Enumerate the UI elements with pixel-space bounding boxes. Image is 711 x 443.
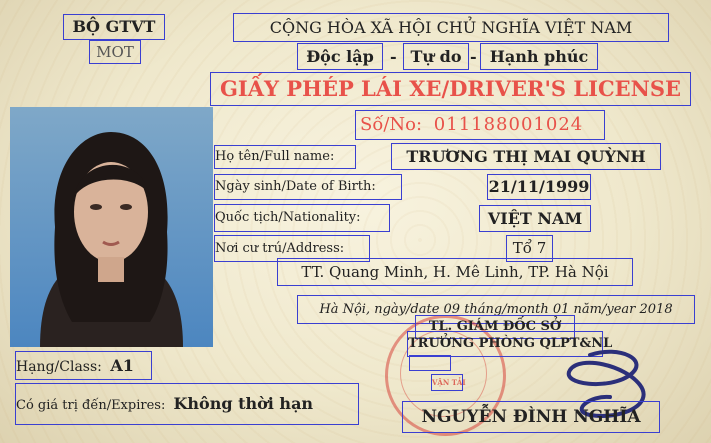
address-label: Nơi cư trú/Address:: [215, 236, 369, 261]
dob-value: 21/11/1999: [488, 175, 590, 199]
motto-independence: Độc lập: [298, 44, 382, 69]
class-row: [16, 352, 151, 379]
dob-label: Ngày sinh/Date of Birth:: [215, 175, 401, 199]
signer-name: NGUYỄN ĐÌNH NGHĨA: [403, 402, 659, 432]
stamp-text: VẬN TẢI: [432, 375, 462, 390]
expires-value: Không thời hạn: [173, 394, 314, 413]
expires-label: Có giá trị đến/Expires:: [16, 398, 166, 413]
stamp-region: [410, 356, 450, 370]
class-value: A1: [110, 356, 134, 375]
nationality-value: VIỆT NAM: [480, 206, 590, 231]
signer-title-2: TRƯỞNG PHÒNG QLPT&NL: [408, 332, 602, 356]
license-number: 011188001024: [433, 114, 584, 135]
motto-separator: -: [470, 47, 477, 66]
ministry-english: MOT: [90, 41, 140, 63]
ministry-name: BỘ GTVT: [64, 15, 164, 39]
portrait-illustration: [10, 107, 213, 347]
signer-title-1: TL. GIÁM ĐỐC SỞ: [416, 316, 574, 338]
full-name-value: TRƯƠNG THỊ MAI QUỲNH: [392, 144, 660, 169]
motto-separator: -: [390, 47, 397, 66]
full-name-label: Họ tên/Full name:: [215, 146, 355, 168]
license-number-label: Số/No:: [360, 114, 423, 135]
document-title: GIẤY PHÉP LÁI XE/DRIVER'S LICENSE: [211, 73, 690, 105]
portrait-photo: [10, 107, 213, 347]
class-label: Hạng/Class:: [16, 359, 102, 375]
motto-happiness: Hạnh phúc: [481, 44, 597, 69]
issue-date-line: Hà Nội, ngày/date 09 tháng/month 01 năm/year 2018: [298, 296, 694, 323]
license-number-row: [356, 111, 604, 139]
address-line-1: Tổ 7: [507, 236, 552, 261]
nationality-label: Quốc tịch/Nationality:: [215, 205, 389, 231]
country-name: CỘNG HÒA XÃ HỘI CHỦ NGHĨA VIỆT NAM: [234, 14, 668, 41]
expires-row: [16, 384, 358, 424]
motto-freedom: Tự do: [404, 44, 468, 69]
address-line-2: TT. Quang Minh, H. Mê Linh, TP. Hà Nội: [278, 259, 632, 285]
